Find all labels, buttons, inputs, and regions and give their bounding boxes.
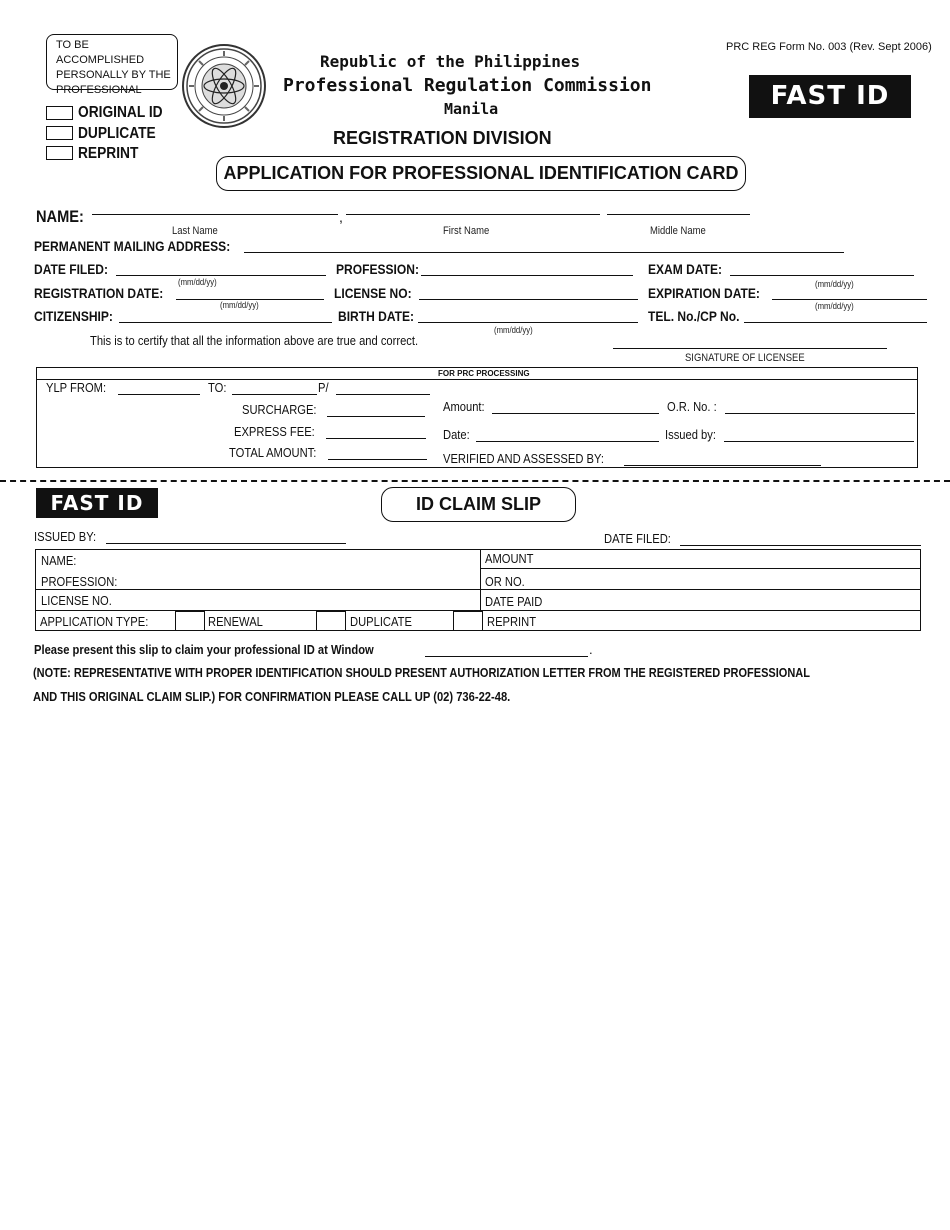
personal-accomplish-note: TO BE ACCOMPLISHED PERSONALLY BY THE PROFESSIONAL (46, 34, 178, 90)
claim-duplicate-checkbox[interactable] (316, 611, 346, 631)
tel-label: TEL. No./CP No. (648, 308, 740, 324)
claim-table-row-line (35, 589, 921, 590)
name-comma: , (339, 209, 343, 225)
amount-field[interactable] (492, 413, 659, 414)
fast-id-logo: FAST ID (749, 75, 911, 118)
claim-issued-by-field[interactable] (106, 543, 346, 544)
surcharge-field[interactable] (327, 416, 425, 417)
reprint-checkbox[interactable] (46, 146, 73, 160)
processing-title: FOR PRC PROCESSING (438, 369, 530, 378)
claim-issued-by-label: ISSUED BY: (34, 529, 97, 544)
total-amount-field[interactable] (328, 459, 427, 460)
renewal-label: RENEWAL (208, 614, 263, 629)
processing-date-field[interactable] (476, 441, 659, 442)
date-hint: (mm/dd/yy) (178, 277, 217, 287)
ylp-from-label: YLP FROM: (46, 380, 107, 395)
first-name-field[interactable] (346, 214, 600, 215)
citizenship-field[interactable] (119, 322, 332, 323)
claim-table-row-line (480, 568, 921, 569)
exam-date-label: EXAM DATE: (648, 261, 723, 277)
city-heading: Manila (444, 100, 499, 118)
republic-heading: Republic of the Philippines (320, 52, 581, 71)
or-no-field[interactable] (725, 413, 915, 414)
ylp-to-label: TO: (208, 380, 227, 395)
cut-line (0, 480, 950, 482)
profession-label: PROFESSION: (336, 261, 419, 277)
date-hint: (mm/dd/yy) (220, 300, 259, 310)
verified-field[interactable] (624, 465, 821, 466)
present-slip-instruction: Please present this slip to claim your professional ID at Window (34, 642, 374, 657)
last-name-caption: Last Name (172, 225, 218, 237)
ylp-from-field[interactable] (118, 394, 200, 395)
form-number: PRC REG Form No. 003 (Rev. Sept 2006) (726, 41, 932, 53)
middle-name-field[interactable] (607, 214, 750, 215)
expiration-date-label: EXPIRATION DATE: (648, 285, 760, 301)
window-period: . (589, 642, 593, 657)
window-number-field[interactable] (425, 656, 588, 657)
claim-date-filed-label: DATE FILED: (604, 531, 671, 546)
date-hint: (mm/dd/yy) (815, 279, 854, 289)
ylp-p-field[interactable] (336, 394, 430, 395)
duplicate-label: DUPLICATE (78, 125, 156, 142)
renewal-checkbox[interactable] (175, 611, 205, 631)
claim-or-no-label: OR NO. (485, 574, 525, 589)
expiration-date-field[interactable] (772, 299, 927, 300)
birth-date-label: BIRTH DATE: (338, 308, 415, 324)
date-filed-label: DATE FILED: (34, 261, 109, 277)
claim-profession-label: PROFESSION: (41, 574, 118, 589)
note-line-1: (NOTE: REPRESENTATIVE WITH PROPER IDENTIFICATION SHOULD PRESENT AUTHORIZATION LETTER FROM THE REGISTERED PROFESSIONAL (33, 665, 810, 680)
ylp-p-label: P/ (318, 380, 329, 395)
address-field[interactable] (244, 252, 844, 253)
claim-duplicate-label: DUPLICATE (350, 614, 412, 629)
form-title-box (216, 156, 746, 191)
verified-label: VERIFIED AND ASSESSED BY: (443, 451, 604, 466)
application-type-label: APPLICATION TYPE: (40, 614, 149, 629)
original-id-label: ORIGINAL ID (78, 104, 163, 121)
claim-slip-title: ID CLAIM SLIP (416, 494, 541, 514)
claim-license-no-label: LICENSE NO. (41, 593, 112, 608)
birth-date-field[interactable] (418, 322, 638, 323)
citizenship-label: CITIZENSHIP: (34, 308, 113, 324)
claim-reprint-checkbox[interactable] (453, 611, 483, 631)
surcharge-label: SURCHARGE: (242, 402, 317, 417)
middle-name-caption: Middle Name (650, 225, 706, 237)
express-fee-label: EXPRESS FEE: (234, 424, 315, 439)
signature-caption: SIGNATURE OF LICENSEE (685, 352, 805, 364)
amount-label: Amount: (443, 399, 485, 414)
duplicate-checkbox[interactable] (46, 126, 73, 140)
profession-field[interactable] (421, 275, 633, 276)
tel-field[interactable] (744, 322, 927, 323)
license-no-label: LICENSE NO: (334, 285, 412, 301)
or-no-label: O.R. No. : (667, 399, 717, 414)
division-heading: REGISTRATION DIVISION (333, 128, 552, 148)
claim-reprint-label: REPRINT (487, 614, 537, 629)
first-name-caption: First Name (443, 225, 490, 237)
ylp-to-field[interactable] (232, 394, 317, 395)
claim-date-filed-field[interactable] (680, 545, 921, 546)
claim-slip-title-box (381, 487, 576, 522)
form-title: APPLICATION FOR PROFESSIONAL IDENTIFICATION CARD (223, 163, 739, 183)
express-fee-field[interactable] (326, 438, 426, 439)
total-amount-label: TOTAL AMOUNT: (229, 445, 317, 460)
original-id-checkbox[interactable] (46, 106, 73, 120)
registration-date-label: REGISTRATION DATE: (34, 285, 164, 301)
last-name-field[interactable] (92, 214, 338, 215)
license-no-field[interactable] (419, 299, 638, 300)
date-hint: (mm/dd/yy) (494, 325, 533, 335)
certify-statement: This is to certify that all the information above are true and correct. (90, 333, 419, 348)
issued-by-label: Issued by: (665, 427, 716, 442)
exam-date-field[interactable] (730, 275, 914, 276)
address-label: PERMANENT MAILING ADDRESS: (34, 238, 231, 254)
claim-name-label: NAME: (41, 553, 77, 568)
claim-fast-id-logo: FAST ID (36, 488, 158, 518)
commission-heading: Professional Regulation Commission (283, 75, 652, 96)
signature-field[interactable] (613, 348, 887, 349)
date-label: Date: (443, 427, 470, 442)
processing-title-divider (36, 379, 918, 380)
note-line-2: AND THIS ORIGINAL CLAIM SLIP.) FOR CONFIRMATION PLEASE CALL UP (02) 736-22-48. (33, 689, 511, 704)
reprint-label: REPRINT (78, 145, 139, 162)
date-filed-field[interactable] (116, 275, 326, 276)
name-label: NAME: (36, 207, 84, 226)
claim-table-divider (480, 549, 481, 611)
prc-seal-logo (182, 44, 266, 128)
claim-amount-label: AMOUNT (485, 551, 534, 566)
issued-by-field[interactable] (724, 441, 914, 442)
claim-date-paid-label: DATE PAID (485, 594, 543, 609)
date-hint: (mm/dd/yy) (815, 301, 854, 311)
